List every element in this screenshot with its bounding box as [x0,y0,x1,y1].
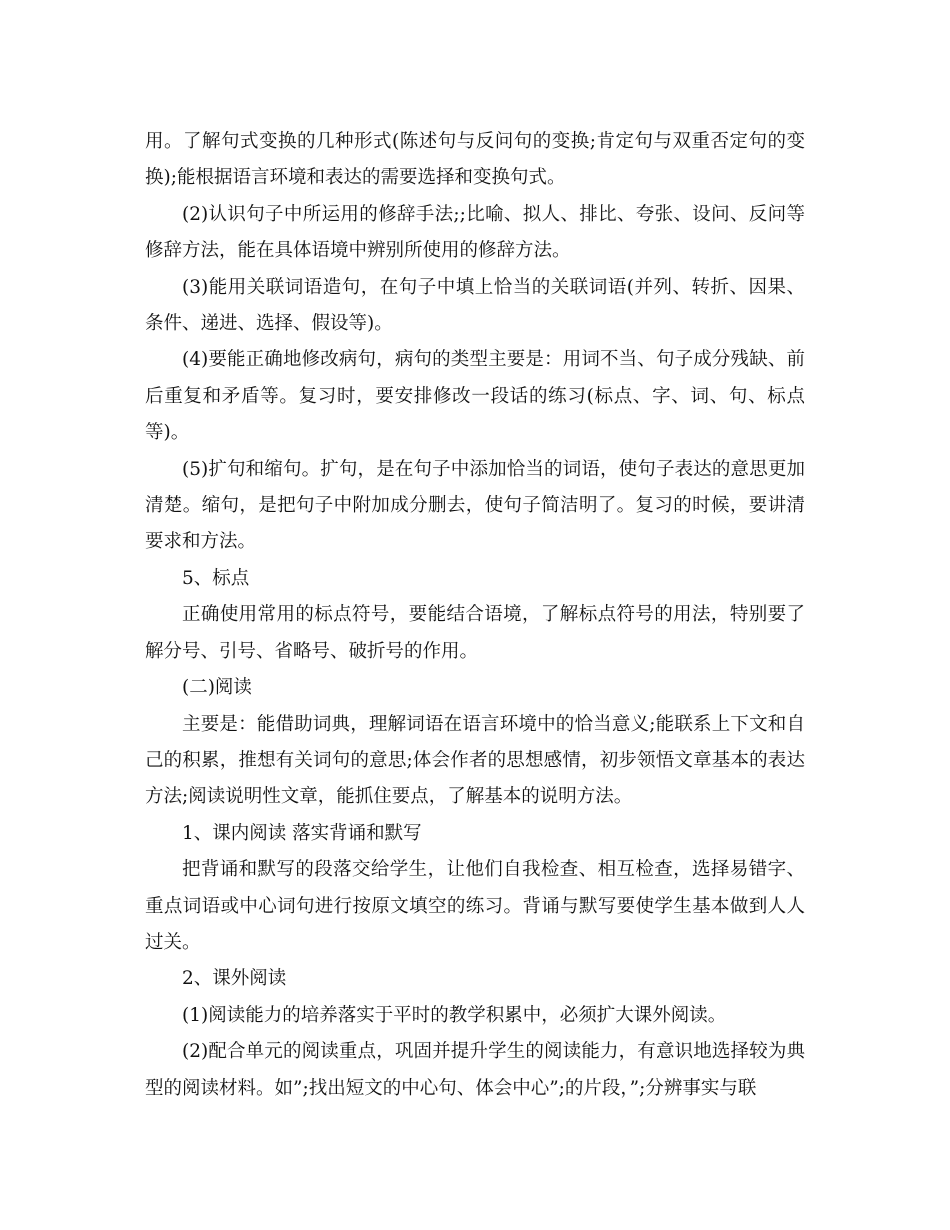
paragraph: (3)能用关联词语造句，在句子中填上恰当的关联词语(并列、转折、因果、条件、递进、选择、假设等)。 [145,276,805,335]
paragraph: (4)要能正确地修改病句，病句的类型主要是：用词不当、句子成分残缺、前后重复和矛盾等。复习时，要安排修改一段话的练习(标点、字、词、句、标点等)。 [145,349,805,444]
paragraph: (2)配合单元的阅读重点，巩固并提升学生的阅读能力，有意识地选择较为典型的阅读材料。如”;找出短文的中心句、体会中心”;的片段，”;分辨事实与联 [145,1041,805,1099]
paragraph: (5)扩句和缩句。扩句，是在句子中添加恰当的词语，使句子表达的意思更加清楚。缩句，是把句子中附加成分删去，使句子简洁明了。复习的时候，要讲清要求和方法。 [145,458,805,553]
paragraph: 用。了解句式变换的几种形式(陈述句与反问句的变换;肯定句与双重否定句的变换);能根据语言环境和表达的需要选择和变换句式。 [145,131,805,189]
paragraph: 主要是：能借助词典，理解词语在语言环境中的恰当意义;能联系上下文和自己的积累，推想有关词句的意思;体会作者的思想感情，初步领悟文章基本的表达方法;阅读说明性文章，能抓住要点，了解基本的说明方法。 [145,713,805,808]
paragraph: 把背诵和默写的段落交给学生，让他们自我检查、相互检查，选择易错字、重点词语或中心词句进行按原文填空的练习。背诵与默写要使学生基本做到人人过关。 [145,859,805,953]
paragraph: (1)阅读能力的培养落实于平时的教学积累中，必须扩大课外阅读。 [182,1004,727,1026]
paragraph: (2)认识句子中所运用的修辞手法;;比喻、拟人、排比、夸张、设问、反问等修辞方法，能在具体语境中辨别所使用的修辞方法。 [145,203,805,262]
section-heading: 2、课外阅读 [182,968,287,990]
section-heading: 5、标点 [182,567,250,589]
paragraph: 正确使用常用的标点符号，要能结合语境，了解标点符号的用法，特别要了解分号、引号、省略号、破折号的作用。 [145,604,805,662]
section-heading: (二)阅读 [182,677,252,699]
document-body [145,124,805,1107]
section-heading: 1、课内阅读 落实背诵和默写 [182,822,422,844]
